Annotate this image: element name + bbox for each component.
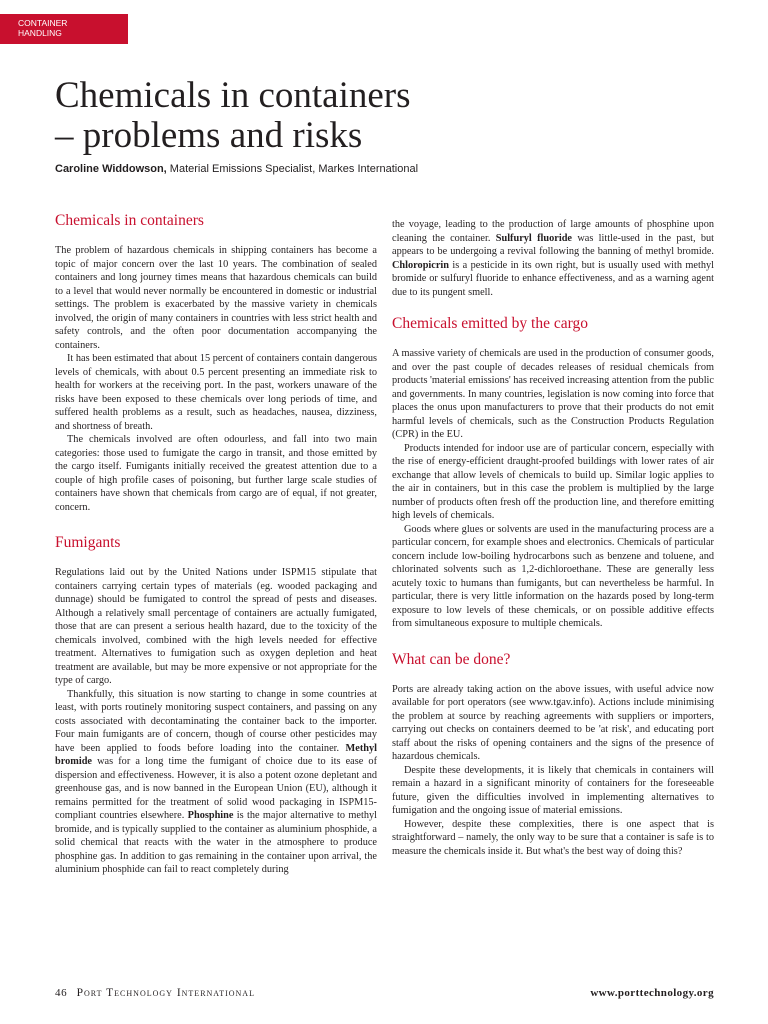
publication-name: Port Technology International [76,987,255,999]
paragraph: Ports are already taking action on the above issues, with useful advice now available for port operators (see www.tgav.info). Actions include minimising the problem at source by reaching agreements with suppliers or importers, carrying out checks on containers deemed to be 'at risk', and educating port staff about the risks of opening containers and the signs of the presence of hazardous chemicals. [392,683,714,762]
text-run: was little-used in the past, but appears to be undergoing a revival following the banning of methyl bromide. [392,232,714,257]
footer-publication [55,987,255,999]
bold-term: Chloropicrin [392,259,450,271]
page-number: 46 [55,987,68,999]
bold-term: Methyl bromide [55,742,377,767]
paragraph: However, despite these complexities, there is one aspect that is straightforward – namely, the only way to be sure that a container is safe is to measure the chemicals inside it. But what's the best way of doing this? [392,818,714,857]
text-run: Thankfully, this situation is now starting to change in some countries at least, with ports routinely monitoring suspect containers, and passing on any costs associated with decontaminating the container back to the importer. Four main fumigants are of concern, though of course other pesticides may have been applied to foods before loading into the container. [55,688,377,754]
paragraph: Regulations laid out by the United Nations under ISPM15 stipulate that containers carrying certain types of materials (eg. wooded packaging and dunnage) should be fumigated to control the spread of pests and diseases. Although a relatively small percentage of containers are actually fumigated, those that are can present a serious health hazard, due to the toxicity of the chemicals involved, combined with the high levels needed for effective treatment. Alternatives to fumigation such as oxygen depletion and heat treatment are available, but may be more expensive or not appropriate for the type of cargo. [55,567,377,686]
footer-url[interactable]: www.porttechnology.org [590,987,714,999]
text-run: is the major alternative to methyl bromide, and is typically supplied to the container as aluminium phosphide, a solid chemical that reacts with the water in the atmosphere to produce phosphine gas. In addition to gas remaining in the container upon arrival, the aluminium phosphide can fail to react completely during [55,810,377,875]
section-tag [0,14,128,44]
byline [55,163,715,175]
paragraph: A massive variety of chemicals are used in the production of consumer goods, and over the past couple of decades releases of residual chemicals from products 'material emissions' has received increasing attention from the public and governments. In many countries, legislation is now coming into force that places the onus upon manufacturers to prove that their products do not emit harmful levels of chemicals, such as the Construction Products Regulation (CPR) in the EU. [392,348,714,440]
section-heading: What can be done? [392,650,511,668]
section-heading: Chemicals emitted by the cargo [392,315,588,332]
section-tag-line: CONTAINER [18,18,68,28]
left-column [55,212,377,877]
right-column [392,218,714,858]
paragraph: Goods where glues or solvents are used in the manufacturing process are a particular concern, for example shoes and electronics. Chemicals of particular concern include low-boiling hydrocarbons such as benzene and toluene, and chlorinated solvents such as 1,2-dichloroethane. These are generally less acutely toxic to humans than fumigants, but can nevertheless be harmful. In particular, there is very little information on the hazards posed by long-term exposure to low levels of these chemicals, or on possible additive effects from simultaneous exposure to multiple chemicals. [392,523,714,629]
section-tag-line: HANDLING [18,28,62,38]
article-title-line: Chemicals in containers [55,75,411,116]
paragraph: It has been estimated that about 15 percent of containers contain dangerous levels of chemicals, with about 0.5 percent presenting an immediate risk to health for workers at the receiving port. In the past, workers unaware of the risks have been exposed to these chemicals over long periods of time, and suffered health problems as a result, such as headaches, nausea, dizziness, and shortness of breath. [55,353,377,432]
article-title-line: – problems and risks [55,115,363,156]
paragraph: The problem of hazardous chemicals in shipping containers has become a topic of major concern over the last 10 years. The combination of sealed containers and long journey times means that hazardous chemicals can build to a level that would never normally be encountered in domestic or industrial settings. The problem is exacerbated by the massive variety in chemicals involved, the origin of many containers in countries with less strict health and safety controls, and the often poor documentation accompanying the containers. [55,245,377,351]
paragraph [55,688,377,877]
author-role: Material Emissions Specialist, Markes International [166,163,419,175]
text-run: was for a long time the fumigant of choice due to its ease of dispersion and effectiveness. However, it is also a potent ozone depletant and greenhouse gas, and is now banned in the European Union (EU), although it remains permitted for the treatment of solid wood packaging in ISPM15-compliant countries elsewhere. [55,756,377,821]
article-title [55,76,715,156]
paragraph: Despite these developments, it is likely that chemicals in containers will remain a hazard in a significant minority of containers for the foreseeable future, given the difficulties involved in implementing alternatives to fumigation and the ongoing issue of material emissions. [392,764,714,816]
paragraph: The chemicals involved are often odourless, and fall into two main categories: those used to fumigate the cargo in transit, and those emitted by the cargo itself. Fumigants initially received the greatest attention due to a couple of high profile cases of poisoning, but further large scale studies of containers have shown that chemicals from cargo are of equal, if not greater, concern. [55,434,377,513]
bold-term: Phosphine [187,810,234,821]
text-run: is a pesticide in its own right, but is usually used with methyl bromide or sulfuryl fluoride to enhance effectiveness, and as a warning agent due to its pungent smell. [392,259,714,298]
paragraph: Products intended for indoor use are of particular concern, especially with the rise of energy-efficient draught-proofed buildings with lower rates of air exchange that allow levels of chemicals to build up. Similar logic applies to the air in containers, but in this case the problem is multiplied by the large number of products often fresh off the production line, and therefore emitting high levels of chemicals. [392,442,714,521]
bold-term: Sulfuryl fluoride [495,232,572,244]
section-heading: Fumigants [55,534,121,551]
section-heading: Chemicals in containers [55,212,204,229]
author-name: Caroline Widdowson, [55,163,167,175]
text-run: the voyage, leading to the production of large amounts of phosphine upon cleaning the container. [392,219,714,244]
paragraph [392,218,714,299]
